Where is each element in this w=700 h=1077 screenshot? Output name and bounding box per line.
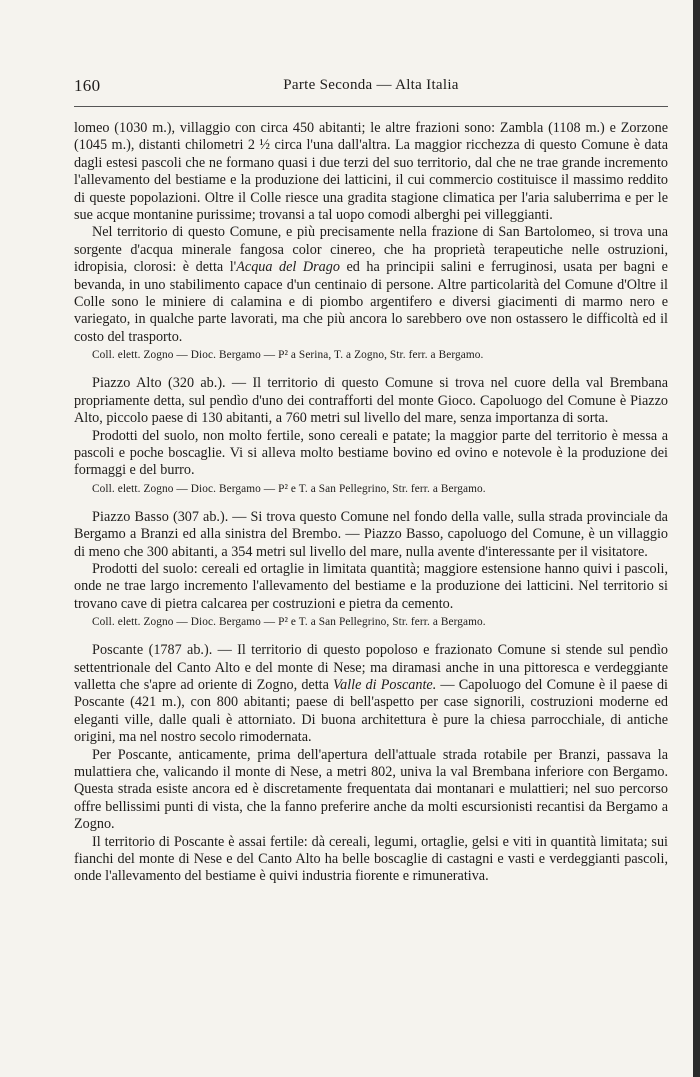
- text-span: ed ha principii salini e ferruginosi, usata per bagni e bevanda, in uno stabilimento capace d'un centinaio di persone. Altre particolarità del Comune d'Oltre il Colle sono le miniere di calamina e di piombo argentifero e diversi giacimenti di marmo nero e variegato, in qualche parte lavorati, ma che più ancora lo sarebbero ove non ostassero le difficoltà ed il costo del trasporto.: [74, 259, 668, 345]
- entry-title: Piazzo Basso: [92, 508, 169, 525]
- header-rule: [74, 106, 668, 107]
- italic-term: Valle di Poscante.: [333, 676, 437, 693]
- entry-piazzo-basso: [74, 509, 668, 561]
- text-span: (320 ab.). — Il territorio di questo Comune si trova nel cuore della val Brembana propriamente detta, sul pendìo d'uno dei contrafforti del monte Gioco. Capoluogo del Comune è Piazzo Alto, piccolo paese di 130 abitanti, a 760 metri sul livello del mare, senza importanza di sorta.: [74, 375, 669, 427]
- entry-metadata: Coll. elett. Zogno — Dioc. Bergamo — P² e T. a San Pellegrino, Str. ferr. a Bergamo.: [92, 616, 486, 629]
- entry-title: Poscante: [92, 642, 144, 659]
- entry-metadata: Coll. elett. Zogno — Dioc. Bergamo — P² e T. a San Pellegrino, Str. ferr. a Bergamo.: [92, 482, 486, 495]
- body-text: [74, 120, 668, 886]
- paragraph-piazzo-alto-2: Prodotti del suolo, non molto fertile, sono cereali e patate; la maggior parte del territorio è messa a pascoli e poche boscaglie. Vi si alleva molto bestiame bovino ed ovino e notevole è la produzione dei formaggi e del burro.: [74, 427, 668, 479]
- entry-poscante: [74, 642, 668, 746]
- page-number: 160: [74, 76, 101, 95]
- running-head: [74, 76, 668, 98]
- text-span: — Capoluogo del Comune è il paese di Poscante (421 m.), con 800 abitanti; paese di bell'aspetto per case signorili, costruzioni moderne ed eleganti ville, dalle quali è attorniato. Di buona architettura è pure la chiesa parrocchiale, di antiche origini, ma nel nostro secolo rimodernata.: [74, 676, 668, 746]
- page-edge-shadow: [693, 0, 700, 1077]
- entry-metadata: Coll. elett. Zogno — Dioc. Bergamo — P² a Serina, T. a Zogno, Str. ferr. a Bergamo.: [92, 349, 484, 362]
- text-span: (307 ab.). — Si trova questo Comune nel fondo della valle, sulla strada provinciale da Bergamo a Branzi ed alla sinistra del Brembo. — Piazzo Basso, capoluogo del Comune, è un villaggio di meno che 300 abitanti, a 354 metri sul livello del mare, nulla avente d'interessante per il visitatore.: [74, 508, 668, 560]
- paragraph-piazzo-basso-2: Prodotti del suolo: cereali ed ortaglie in limitata quantità; maggiore estensione hanno quivi i pascoli, onde ne trae largo incremento l'allevamento del bestiame e la produzione dei latticini. Nel territorio si trovano cave di pietra calcarea per costruzioni e pietra da cemento.: [74, 560, 668, 612]
- paragraph-poscante-3: Il territorio di Poscante è assai fertile: dà cereali, legumi, ortaglie, gelsi e viti in quantità limitata; sui fianchi del monte di Nese e del Canto Alto ha belle boscaglie di castagni e vasti e verdeggianti pascoli, onde l'allevamento del bestiame è quivi industria fiorente e rimunerativa.: [74, 833, 668, 885]
- paragraph-poscante-2: Per Poscante, anticamente, prima dell'apertura dell'attuale strada rotabile per Branzi, passava la mulattiera che, valicando il monte di Nese, a metri 802, univa la val Brembana inferiore con Bergamo. Questa strada esiste ancora ed è discretamente frequentata dai montanari e mulattieri; nel suo percorso offre bellissimi punti di vista, che la fanno preferire anche da molti escursionisti recantisi da Bergamo a Zogno.: [74, 746, 668, 833]
- running-title: Parte Seconda — Alta Italia: [283, 77, 459, 93]
- text-span: Nel territorio di questo Comune, e più precisamente nella frazione di San Bartolomeo, si trova una sorgente d'acqua minerale fangosa color cinereo, che ha proprietà terapeutiche nelle ostruzioni, idropisia, clorosi: è detta l': [74, 224, 668, 276]
- paragraph-oltre-il-colle-2: [74, 224, 668, 346]
- entry-piazzo-alto: [74, 375, 668, 427]
- page: [74, 0, 668, 1077]
- entry-title: Piazzo Alto: [92, 375, 162, 392]
- text-span: (1787 ab.). — Il territorio di questo popoloso e frazionato Comune si stende sul pendìo settentrionale del Canto Alto e del monte di Nese; ma diramasi anche in una pittoresca e verdeggiante valletta che s'apre ad oriente di Zogno, detta: [74, 642, 668, 693]
- italic-term: Acqua del Drago: [236, 259, 340, 276]
- paragraph-oltre-il-colle-1: lomeo (1030 m.), villaggio con circa 450 abitanti; le altre frazioni sono: Zambla (1108 m.) e Zorzone (1045 m.), distanti chilometri 2 ½ circa l'una dall'altra. La maggior ricchezza di questo Comune è data dagli estesi pascoli che ne formano quasi i due terzi del suo territorio, dal che ne trae grande incremento l'allevamento del bestiame e la produzione dei latticini, il cui commercio costituisce il massimo reddito di queste popolazioni. Oltre il Colle riesce una gradita stagione climatica per l'aria saluberrima e per le sue acque montanine purissime; trovansi a tal uopo comodi alberghi pei villeggianti.: [74, 120, 668, 224]
